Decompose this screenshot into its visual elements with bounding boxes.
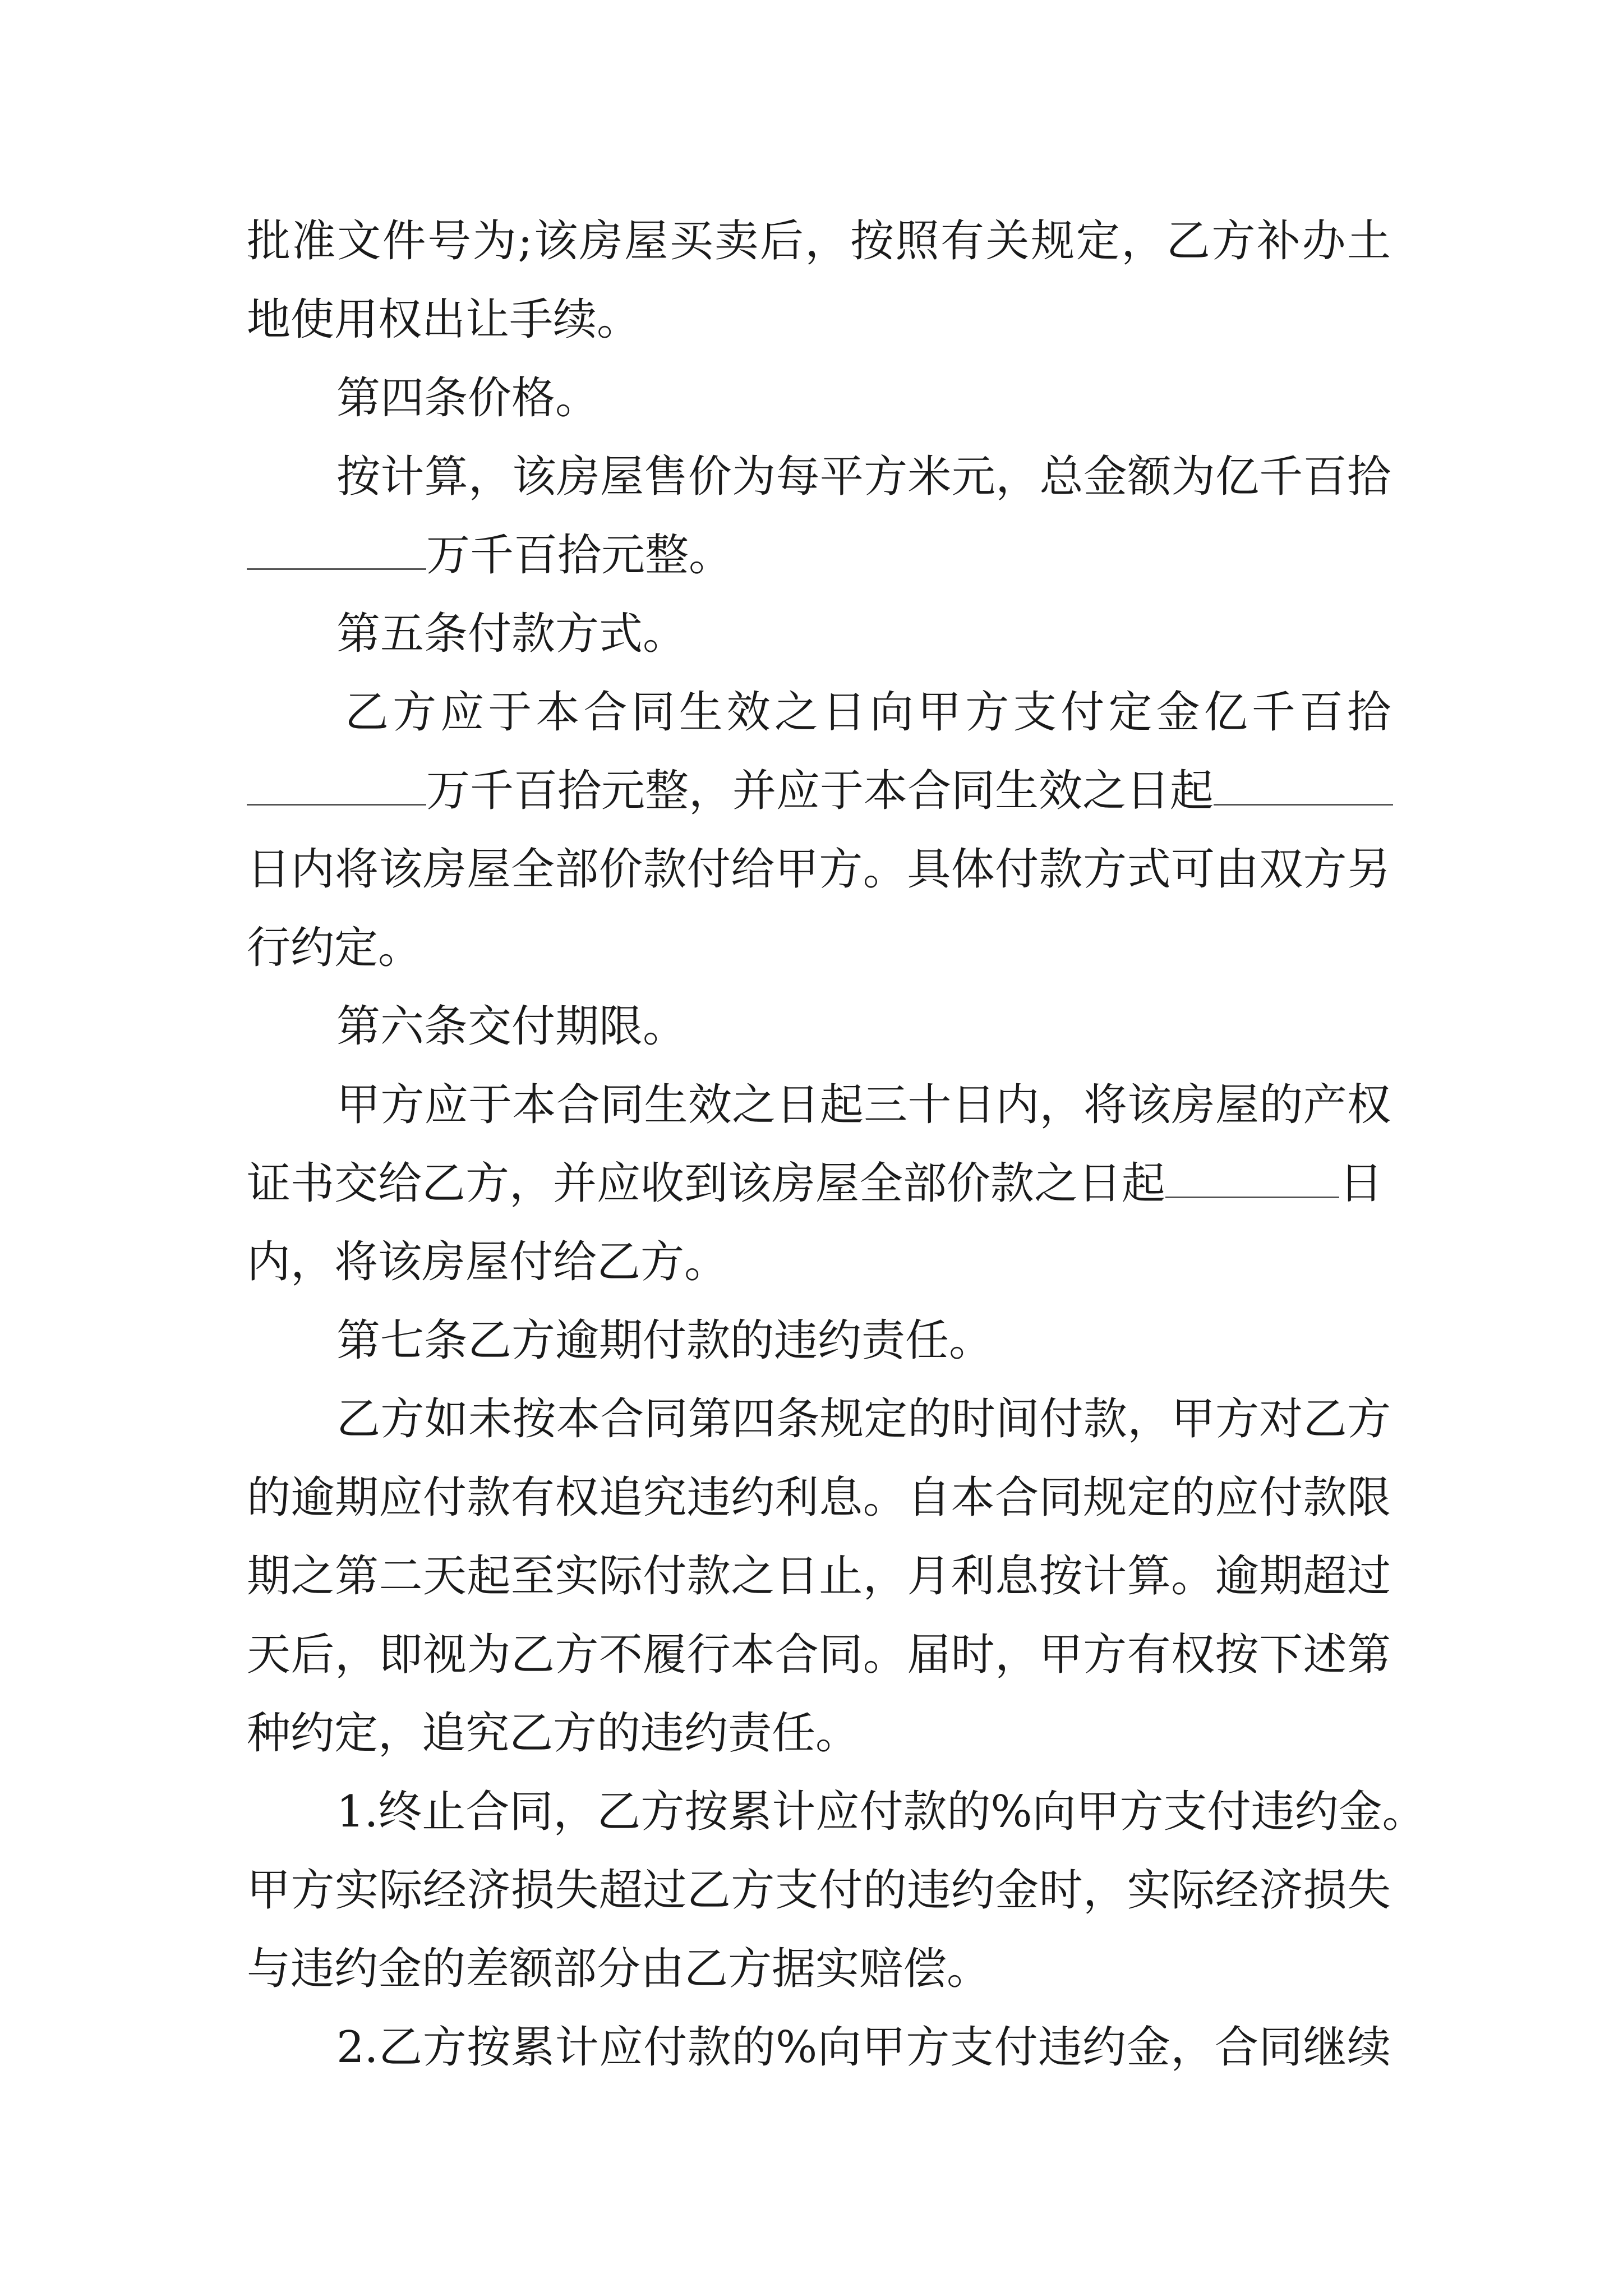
text-line: 批准文件号为;该房屋买卖后，按照有关规定，乙方补办土 (247, 216, 1391, 266)
text-line: 天后，即视为乙方不履行本合同。届时，甲方有权按下述第 (247, 1630, 1391, 1680)
fill-in-blank (247, 535, 426, 570)
text-line: 内，将该房屋付给乙方。 (247, 1237, 728, 1287)
text-line: 乙方如未按本合同第四条规定的时间付款，甲方对乙方 (336, 1394, 1391, 1444)
section-heading: 第五条付款方式。 (336, 609, 687, 659)
text-line: 日内将该房屋全部价款付给甲方。具体付款方式可由双方另 (247, 844, 1391, 895)
line-text: 日 (1339, 1158, 1384, 1209)
section-heading: 第四条价格。 (336, 373, 600, 424)
text-line: 期之第二天起至实际付款之日止，月利息按计算。逾期超过 (247, 1551, 1391, 1602)
text-line: 的逾期应付款有权追究违约利息。自本合同规定的应付款限 (247, 1473, 1391, 1523)
line-text: 万千百拾元整。 (426, 530, 733, 581)
text-line: 甲方实际经济损失超过乙方支付的违约金时，实际经济损失 (247, 1865, 1391, 1916)
text-line: 地使用权出让手续。 (247, 295, 641, 345)
text-line: 按计算，该房屋售价为每平方米元，总金额为亿千百拾 (336, 452, 1391, 502)
fill-in-blank (247, 770, 426, 806)
fill-in-blank (1165, 1163, 1339, 1198)
list-item: 1.终止合同，乙方按累计应付款的%向甲方支付违约金。 (336, 1787, 1426, 1837)
line-text: 证书交给乙方，并应收到该房屋全部价款之日起 (247, 1158, 1166, 1209)
text-line-with-blank (247, 763, 1391, 841)
text-line: 乙方应于本合同生效之日向甲方支付定金亿千百拾 (345, 687, 1391, 738)
text-line: 种约定，追究乙方的违约责任。 (247, 1708, 860, 1759)
text-line: 甲方应于本合同生效之日起三十日内，将该房屋的产权 (336, 1080, 1391, 1130)
line-text: 万千百拾元整，并应于本合同生效之日起 (426, 766, 1214, 816)
text-line: 行约定。 (247, 923, 422, 973)
list-item: 2.乙方按累计应付款的%向甲方支付违约金，合同继续 (336, 2022, 1391, 2073)
fill-in-blank (1214, 770, 1393, 806)
text-line-with-blank (247, 527, 1391, 606)
text-line: 与违约金的差额部分由乙方据实赔偿。 (247, 1944, 991, 1994)
section-heading: 第六条交付期限。 (336, 1001, 687, 1052)
text-line-with-blank (247, 1156, 1391, 1234)
section-heading: 第七条乙方逾期付款的违约责任。 (336, 1315, 993, 1366)
